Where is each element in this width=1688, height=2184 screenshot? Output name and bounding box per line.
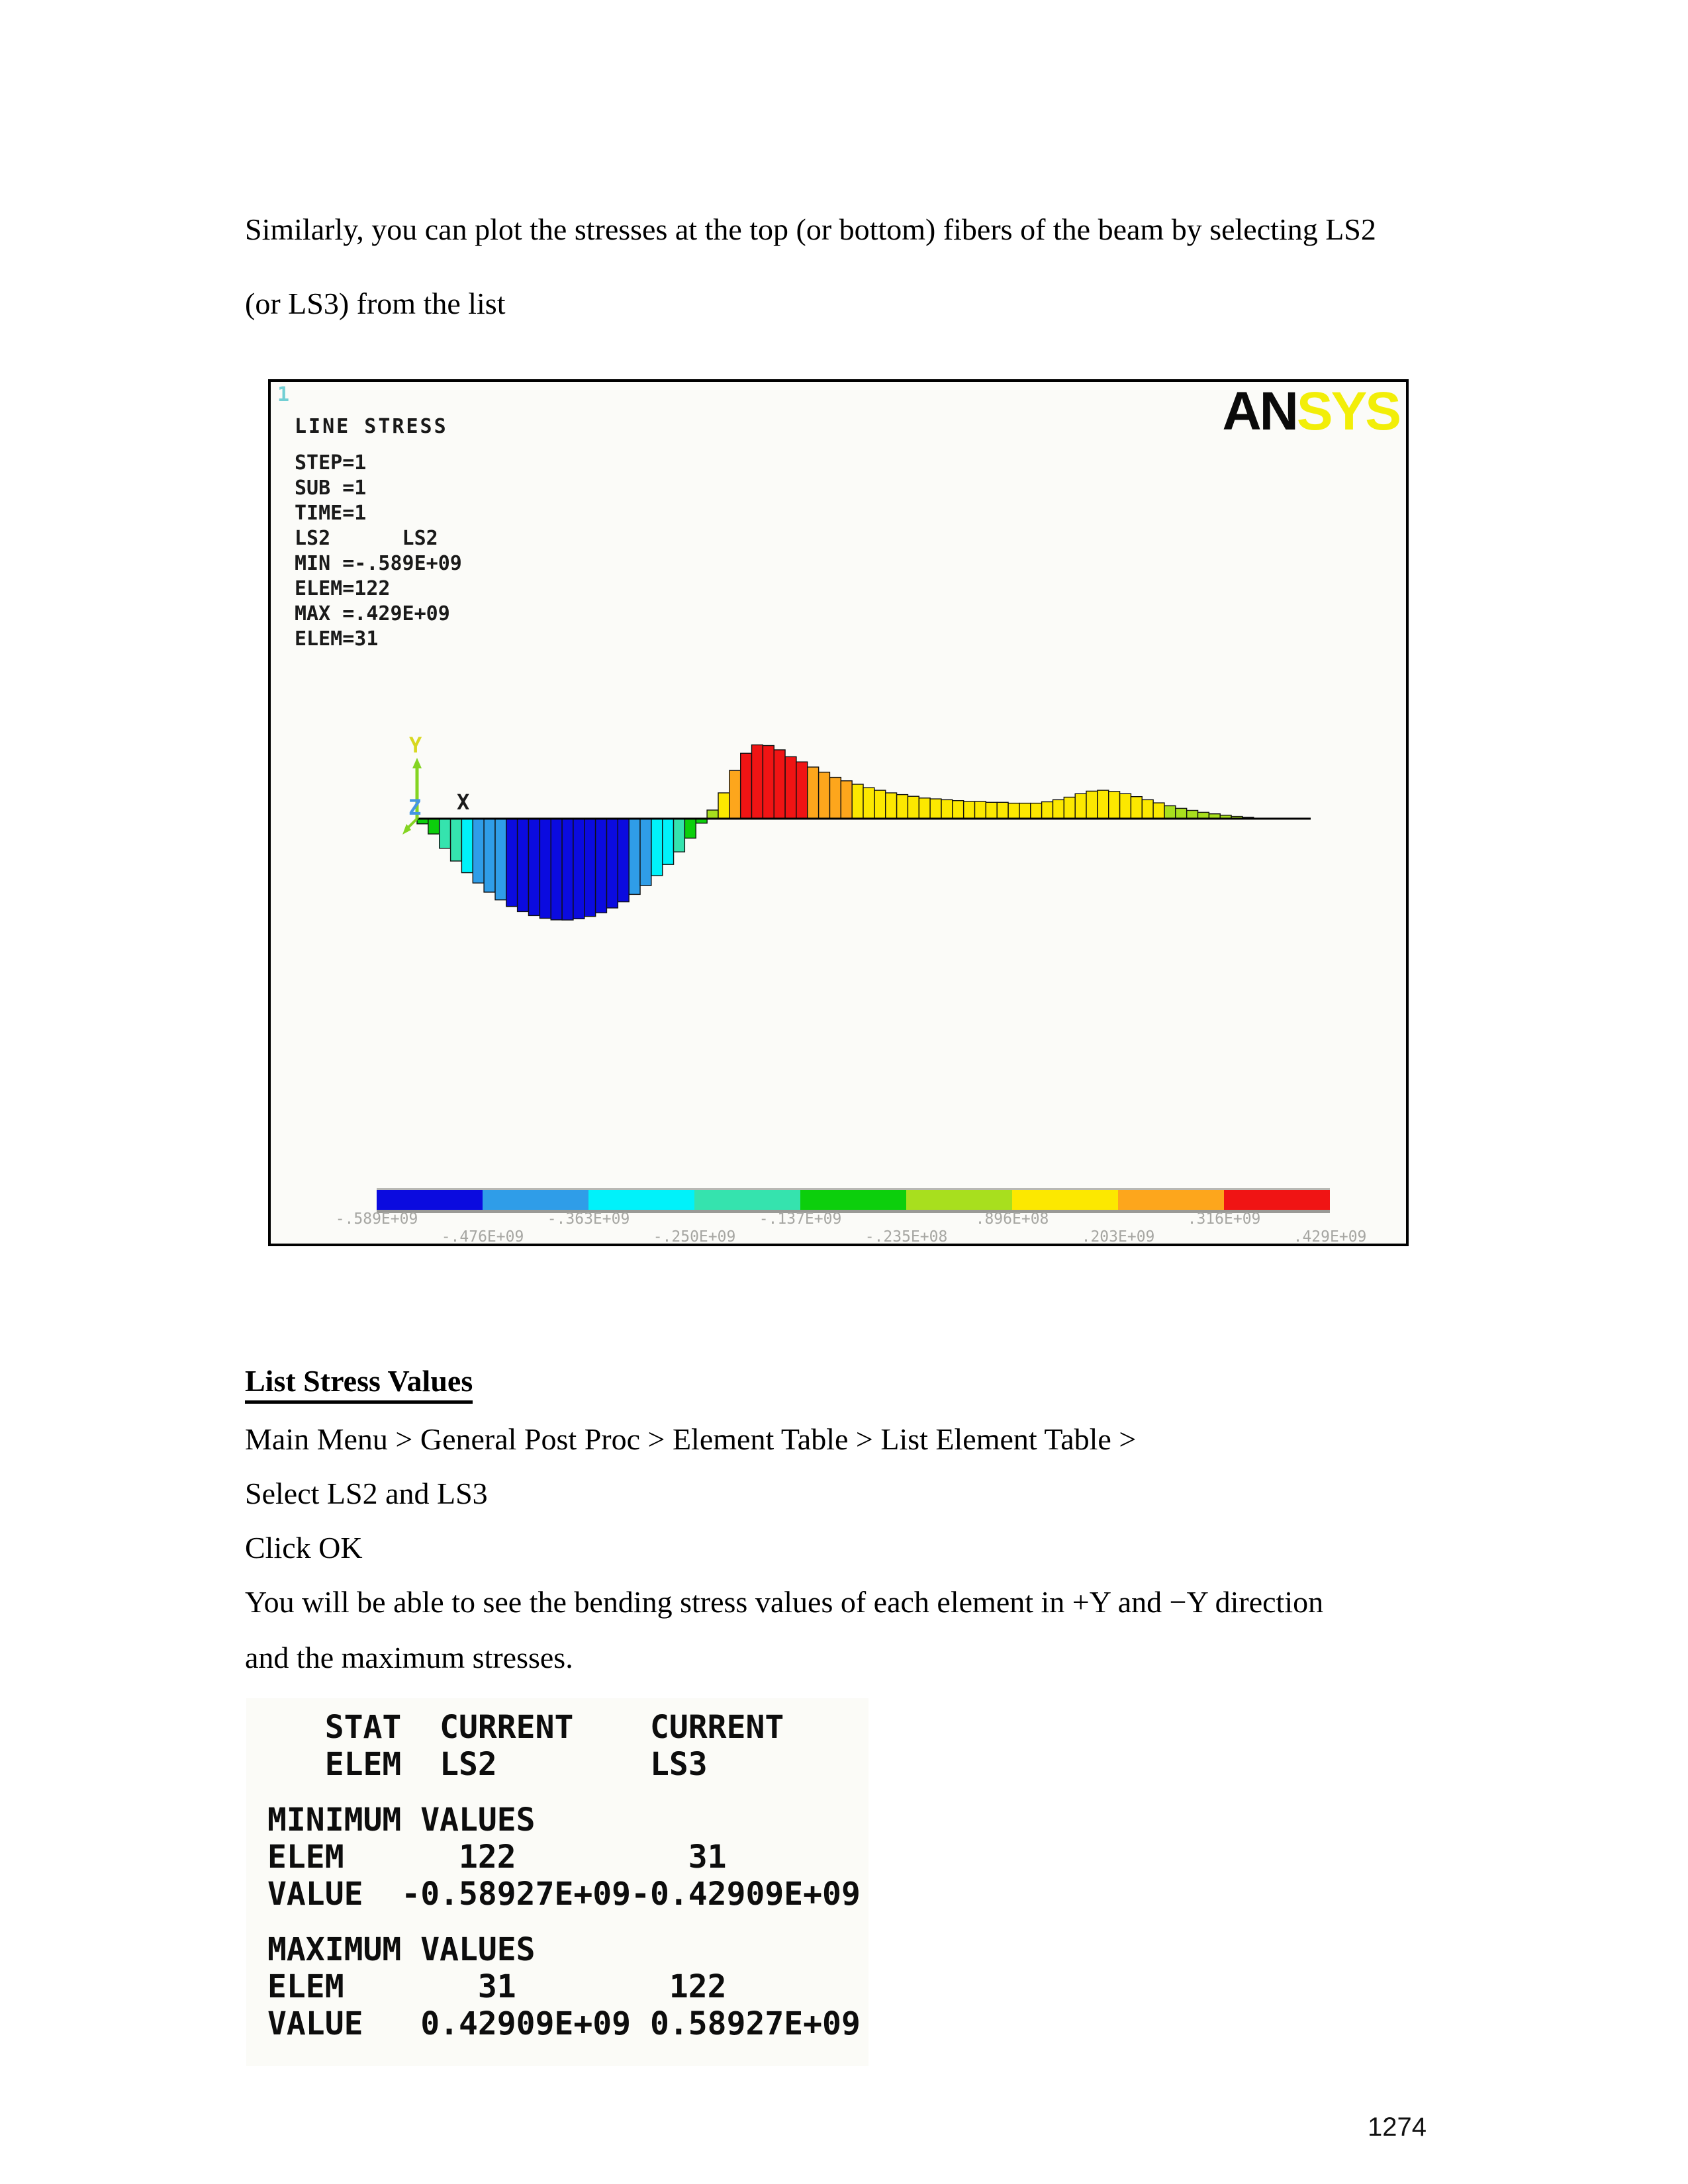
legend-value-label: -.235E+08 (865, 1228, 948, 1246)
stress-bar (886, 793, 897, 819)
stress-bar (674, 819, 685, 852)
plot-info-line: MAX =.429E+09 (295, 602, 450, 625)
legend-value-label: .896E+08 (975, 1210, 1049, 1228)
triad-y-arrowhead (412, 758, 422, 768)
listing-line: MINIMUM VALUES (267, 1801, 536, 1839)
legend-value-label: -.363E+09 (547, 1210, 630, 1228)
listing-line: ELEM 122 31 (267, 1839, 727, 1876)
stress-bar (1008, 803, 1019, 819)
stress-bar (1176, 808, 1187, 819)
stress-plot (271, 382, 1406, 1244)
stress-bar (451, 819, 462, 861)
legend-value-label: -.476E+09 (441, 1228, 524, 1246)
stress-bar (1109, 792, 1120, 819)
stress-bar (930, 799, 941, 819)
stress-bar (953, 801, 964, 819)
section-heading-text: List Stress Values (245, 1364, 473, 1404)
ansys-logo-yellow: SYS (1296, 381, 1399, 441)
listing-line: MAXIMUM VALUES (267, 1931, 536, 1968)
stress-bar (1131, 797, 1142, 819)
stress-bar (785, 756, 796, 819)
stress-bar (1053, 799, 1064, 819)
intro-paragraph-line2: (or LS3) from the list (245, 287, 506, 320)
stress-bar (607, 819, 618, 908)
legend-color-segment (906, 1190, 1012, 1210)
listing-line: ELEM 31 122 (267, 1968, 727, 2005)
triad-x-label: X (457, 790, 470, 815)
legend-color-segment (694, 1190, 800, 1210)
stress-bar (819, 772, 830, 819)
stress-bar (718, 793, 729, 819)
stress-bar (1086, 791, 1098, 819)
plot-info-line: SUB =1 (295, 477, 367, 500)
stress-bar (1098, 790, 1109, 819)
stress-bar (629, 819, 640, 894)
step-click-ok: Click OK (245, 1531, 363, 1565)
listing-blank-line (246, 1913, 868, 1931)
note-line2: and the maximum stresses. (245, 1641, 573, 1674)
stress-bar (808, 767, 819, 819)
stress-bar (830, 778, 841, 819)
listing-line: ELEM LS2 LS3 (267, 1746, 708, 1783)
stress-bar (752, 745, 763, 819)
window-number: 1 (277, 383, 290, 406)
step-select: Select LS2 and LS3 (245, 1477, 488, 1510)
stress-bar (640, 819, 651, 886)
stress-bar (729, 770, 741, 819)
legend-color-segment (1118, 1190, 1224, 1210)
legend-value-label: -.589E+09 (335, 1210, 418, 1228)
stress-bar (440, 819, 451, 848)
stress-bar (506, 819, 518, 907)
stress-bar (529, 819, 540, 915)
stress-bar (663, 819, 674, 864)
intro-paragraph-line1: Similarly, you can plot the stresses at the top (or bottom) fibers of the beam by selecting LS2 (245, 212, 1376, 246)
plot-info-line: ELEM=31 (295, 627, 379, 651)
stress-bar (1075, 794, 1086, 819)
legend-color-segment (377, 1190, 483, 1210)
plot-info-line: MIN =-.589E+09 (295, 552, 462, 575)
stress-bar (684, 819, 696, 838)
ansys-logo-black: AN (1222, 381, 1297, 441)
listing-line: VALUE 0.42909E+09 0.58927E+09 (267, 2005, 861, 2042)
plot-info-line: TIME=1 (295, 502, 367, 525)
stress-bar (919, 798, 930, 819)
legend-color-segment (1224, 1190, 1330, 1210)
note-line1: You will be able to see the bending stress values of each element in +Y and −Y direction (245, 1585, 1324, 1619)
legend-color-segment (483, 1190, 588, 1210)
stress-bar (495, 819, 506, 900)
stress-bar (473, 819, 484, 883)
stress-bar (997, 802, 1008, 819)
stress-bar (551, 819, 562, 920)
listing-blank-line (246, 1783, 868, 1801)
stress-bar (484, 819, 495, 892)
stress-bar (707, 810, 718, 819)
stress-bar (1019, 803, 1031, 819)
legend-value-label: .316E+09 (1187, 1210, 1261, 1228)
legend-color-segment (1012, 1190, 1118, 1210)
stress-bar (986, 802, 997, 819)
legend-color-segment (588, 1190, 694, 1210)
section-heading (245, 1362, 473, 1400)
stress-bar (585, 819, 596, 917)
stress-bar (1064, 797, 1075, 819)
stress-bar (1120, 794, 1131, 819)
stress-bar (1153, 803, 1164, 819)
stress-bar (1142, 799, 1153, 819)
stress-bar (763, 746, 774, 819)
triad-y-label: Y (409, 733, 422, 758)
legend-value-label: .429E+09 (1293, 1228, 1367, 1246)
stress-bar (975, 801, 986, 819)
stress-bar (774, 750, 785, 819)
stress-bar (863, 788, 874, 819)
stress-bar (874, 790, 886, 819)
stress-bar (461, 819, 473, 873)
legend-value-label: .203E+09 (1081, 1228, 1155, 1246)
stress-bar (596, 819, 607, 913)
stress-bar (651, 819, 663, 876)
page-number: 1274 (1368, 2113, 1427, 2142)
stress-bar (841, 781, 852, 819)
stress-bar (897, 795, 908, 819)
menu-path: Main Menu > General Post Proc > Element Table > List Element Table > (245, 1422, 1137, 1456)
stress-bar (618, 819, 629, 902)
stress-bar (908, 796, 919, 819)
stress-bar (1187, 811, 1198, 819)
plot-title: LINE STRESS (295, 415, 448, 438)
stress-bar (1042, 802, 1053, 819)
ansys-plot-window (268, 379, 1409, 1246)
listing-line: STAT CURRENT CURRENT (267, 1709, 784, 1746)
stress-bar (573, 819, 585, 919)
legend-value-label: -.250E+09 (653, 1228, 736, 1246)
plot-info-line: STEP=1 (295, 451, 367, 475)
legend-color-segment (800, 1190, 906, 1210)
element-table-listing (246, 1698, 868, 2066)
plot-info-line: ELEM=122 (295, 577, 391, 600)
stress-bar (796, 762, 808, 819)
listing-line: VALUE -0.58927E+09-0.42909E+09 (267, 1876, 861, 1913)
legend-value-label: -.137E+09 (759, 1210, 842, 1228)
legend-value-labels (335, 1210, 1367, 1246)
stress-bar (539, 819, 551, 919)
triad-z-label: Z (408, 795, 422, 820)
stress-bar (428, 819, 440, 834)
stress-bar (741, 753, 752, 819)
stress-bar (964, 801, 975, 819)
stress-bar (852, 784, 863, 819)
stress-color-legend (377, 1188, 1330, 1213)
stress-bar (1164, 806, 1176, 819)
stress-bar (941, 799, 953, 819)
stress-bar (1031, 803, 1042, 819)
plot-info-line: LS2 LS2 (295, 527, 438, 550)
stress-bar (562, 819, 573, 920)
stress-bar (518, 819, 529, 911)
